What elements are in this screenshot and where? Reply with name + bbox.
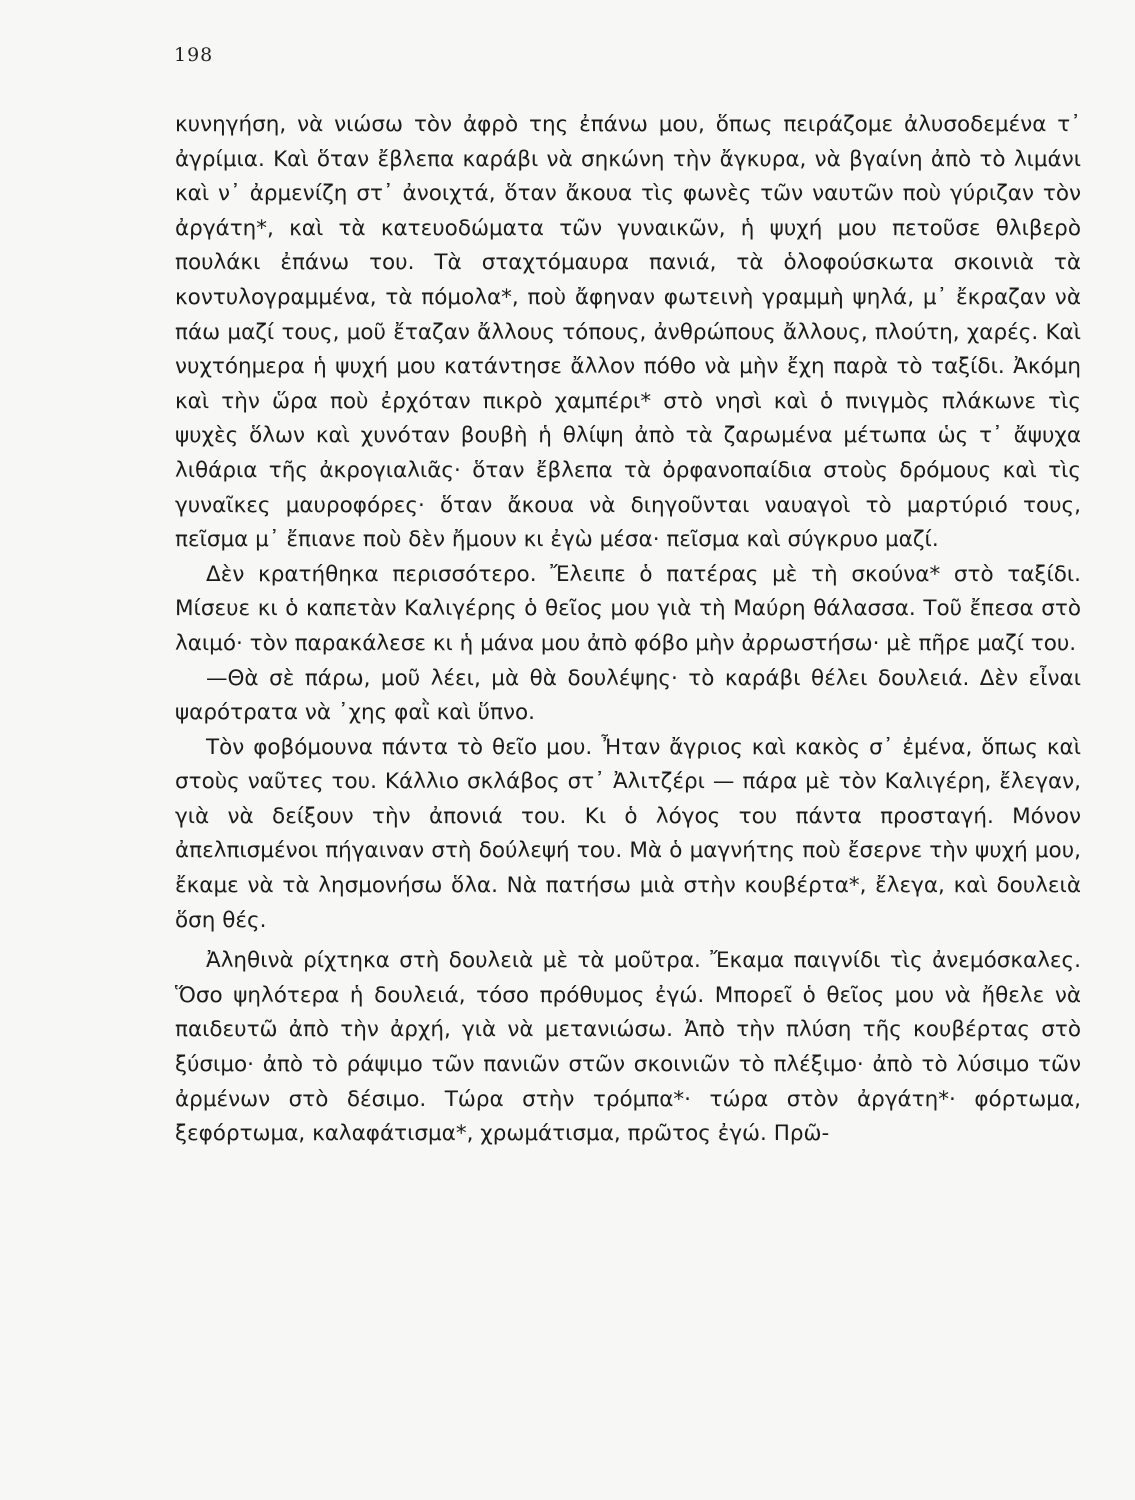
page-number: 198 [174,44,214,66]
paragraph-3-dialogue: —Θὰ σὲ πάρω, μοῦ λέει, μὰ θὰ δουλέψης· τὸ καράβι θέλει δουλειά. Δὲν εἶναι ψαρότρατα νὰ ᾽χης φαῒ καὶ ὕπνο. [175,665,1081,726]
paragraph-2: Δὲν κρατήθηκα περισσότερο. Ἔλειπε ὁ πατέρας μὲ τὴ σκούνα* στὸ ταξίδι. Μίσευε κι ὁ καπετὰν Καλιγέρης ὁ θεῖος μου γιὰ τὴ Μαύρη θάλασσα. Τοῦ ἔπεσα στὸ λαιμό· τὸν παρακάλεσε κι ἡ μάνα μου ἀπὸ φόβο μὴν ἀρρωστήσω· μὲ πῆρε μαζί του. [175,561,1081,656]
paragraph-5: Ἀληθινὰ ρίχτηκα στὴ δουλειὰ μὲ τὰ μοῦτρα. Ἔκαμα παιγνίδι τὶς ἀνεμόσκαλες. Ὅσο ψηλότερα ἡ δουλειά, τόσο πρόθυμος ἐγώ. Μπορεῖ ὁ θεῖος μου νὰ ἤθελε νὰ παιδευτῶ ἀπὸ τὴν ἀρχή, γιὰ νὰ μετανιώσω. Ἀπὸ τὴν πλύση τῆς κουβέρτας στὸ ξύσιμο· ἀπὸ τὸ ράψιμο τῶν πανιῶν στῶν σκοινιῶν τὸ πλέξιμο· ἀπὸ τὸ λύσιμο τῶν ἀρμένων στὸ δέσιμο. Τώρα στὴν τρόμπα*· τώρα στὸν ἀργάτη*· φόρτωμα, ξεφόρτωμα, καλαφάτισμα*, χρωμάτισμα, πρῶτος ἐγώ. Πρῶ- [175,948,1081,1147]
body-text [175,108,1081,1152]
paragraph-4: Τὸν φοβόμουνα πάντα τὸ θεῖο μου. Ἦταν ἄγριος καὶ κακὸς σ᾽ ἐμένα, ὅπως καὶ στοὺς ναῦτες του. Κάλλιο σκλάβος στ᾽ Ἀλιτζέρι — πάρα μὲ τὸν Καλιγέρη, ἔλεγαν, γιὰ νὰ δείξουν τὴν ἀπονιά του. Κι ὁ λόγος του πάντα προσταγή. Μόνον ἀπελπισμένοι πήγαιναν στὴ δούλεψή του. Μὰ ὁ μαγνήτης ποὺ ἔσερνε τὴν ψυχή μου, ἔκαμε νὰ τὰ λησμονήσω ὅλα. Νὰ πατήσω μιὰ στὴν κουβέρτα*, ἔλεγα, καὶ δουλειὰ ὅση θές. [175,734,1081,933]
paragraph-1: κυνηγήση, νὰ νιώσω τὸν ἀφρὸ της ἐπάνω μου, ὅπως πειράζομε ἀλυσοδεμένα τ᾽ ἀγρίμια. Καὶ ὅταν ἔβλεπα καράβι νὰ σηκώνη τὴν ἄγκυρα, νὰ βγαίνη ἀπὸ τὸ λιμάνι καὶ ν᾽ ἀρμενίζη στ᾽ ἀνοιχτά, ὅταν ἄκουα τὶς φωνὲς τῶν ναυτῶν ποὺ γύριζαν τὸν ἀργάτη*, καὶ τὰ κατευοδώματα τῶν γυναικῶν, ἡ ψυχή μου πετοῦσε θλιβερὸ πουλάκι ἐπάνω του. Τὰ σταχτόμαυρα πανιά, τὰ ὁλοφούσκωτα σκοινιὰ τὰ κοντυλογραμμένα, τὰ πόμολα*, ποὺ ἄφηναν φωτεινὴ γραμμὴ ψηλά, μ᾽ ἔκραζαν νὰ πάω μαζί τους, μοῦ ἔταζαν ἄλλους τόπους, ἀνθρώπους ἄλλους, πλούτη, χαρές. Καὶ νυχτόημερα ἡ ψυχή μου κατάντησε ἄλλον πόθο νὰ μὴν ἔχη παρὰ τὸ ταξίδι. Ἀκόμη καὶ τὴν ὥρα ποὺ ἐρχόταν πικρὸ χαμπέρι* στὸ νησὶ καὶ ὁ πνιγμὸς πλάκωνε τὶς ψυχὲς ὅλων καὶ χυνόταν βουβὴ ἡ θλίψη ἀπὸ τὰ ζαρωμένα μέτωπα ὡς τ᾽ ἄψυχα λιθάρια τῆς ἀκρογιαλιᾶς· ὅταν ἔβλεπα τὰ ὀρφανοπαίδια στοὺς δρόμους καὶ τὶς γυναῖκες μαυροφόρες· ὅταν ἄκουα νὰ διηγοῦνται ναυαγοὶ τὸ μαρτύριό τους, πεῖσμα μ᾽ ἔπιανε ποὺ δὲν ἤμουν κι ἐγὼ μέσα· πεῖσμα καὶ σύγκρυο μαζί. [175,112,1081,553]
